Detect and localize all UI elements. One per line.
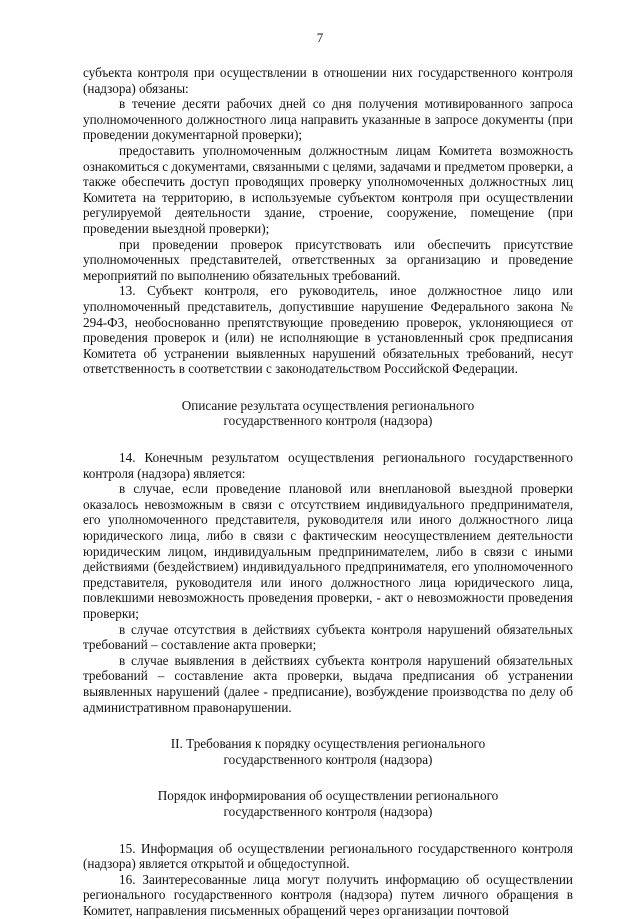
page-number: 7 — [316, 30, 324, 45]
heading-informing-line-2: государственного контроля (надзора) — [223, 803, 433, 819]
paragraph-16: 16. Заинтересованные лица могут получить информацию об осуществлении регионального государственного контроля (надзора) путем личного обращения в Комитет, направления письменных обращений через организации почтовой — [83, 871, 573, 918]
heading-results-line-1: Описание результата осуществления регионального — [181, 397, 475, 413]
paragraph-14: 14. Конечным результатом осуществления регионального государственного контроля (надзора) является: — [83, 450, 573, 481]
paragraph-13: 13. Субъект контроля, его руководитель, иное должностное лицо или уполномоченный представитель, допустившие нарушение Федерального закона № 294-ФЗ, необоснованно препятствующие проведению проверок, уклоняющиеся от проведения проверок и (или) не исполняющие в установленный срок предписания Комитета об устранении выявленных нарушений обязательных требований, несут ответственность в соответствии с законодательством Российской Федерации. — [83, 283, 573, 377]
paragraph-15: 15. Информация об осуществлении регионального государственного контроля (надзора) является открытой и общедоступной. — [83, 840, 573, 872]
heading-results-line-2: государственного контроля (надзора) — [223, 413, 433, 429]
document-body — [83, 65, 573, 919]
heading-results — [83, 398, 573, 429]
heading-section-2-line-1: II. Требования к порядку осуществления регионального — [170, 736, 486, 752]
paragraph-continuation: субъекта контроля при осуществлении в отношении них государственного контроля (надзора) обязаны: — [83, 65, 573, 96]
paragraph-duty-access: предоставить уполномоченным должностным лицам Комитета возможность ознакомиться с документами, связанными с целями, задачами и предметом проверки, а также обеспечить доступ проводящих проверку уполномоченных должностных лиц Комитета на территорию, в используемые субъектом контроля при осуществлении регулируемой деятельности здание, строение, сооружение, помещение (при проведении выездной проверки); — [83, 142, 573, 236]
paragraph-result-impossible: в случае, если проведение плановой или внеплановой выездной проверки оказалось невозможным в связи с отсутствием индивидуального предпринимателя, его уполномоченного представителя, руководителя или иного должностного лица юридического лица, либо в связи с фактическим неосуществлением деятельности юридическим лицом, индивидуальным предпринимателем, либо в связи с иными действиями (бездействием) индивидуального предпринимателя, его уполномоченного представителя, руководителя или иного должностного лица юридического лица, повлекшими невозможность проведения проверки, - акт о невозможности проведения проверки; — [83, 481, 573, 621]
paragraph-duty-documents: в течение десяти рабочих дней со дня получения мотивированного запроса уполномоченного должностного лица направить указанные в запросе документы (при проведении документарной проверки); — [83, 96, 573, 143]
heading-informing — [83, 788, 573, 819]
paragraph-duty-presence: при проведении проверок присутствовать или обеспечить присутствие уполномоченных представителей, ответственных за организацию и проведение мероприятий по выполнению обязательных требований. — [83, 236, 573, 283]
paragraph-result-no-violations: в случае отсутствия в действиях субъекта контроля нарушений обязательных требований – составление акта проверки; — [83, 621, 573, 653]
heading-section-2-line-2: государственного контроля (надзора) — [223, 751, 433, 767]
paragraph-result-violations: в случае выявления в действиях субъекта контроля нарушений обязательных требований – составление акта проверки, выдача предписания об устранении выявленных нарушений (далее - предписание), возбуждение производства по делу об административном правонарушении. — [83, 652, 573, 715]
heading-informing-line-1: Порядок информирования об осуществлении регионального — [157, 788, 499, 804]
heading-section-2 — [83, 736, 573, 767]
